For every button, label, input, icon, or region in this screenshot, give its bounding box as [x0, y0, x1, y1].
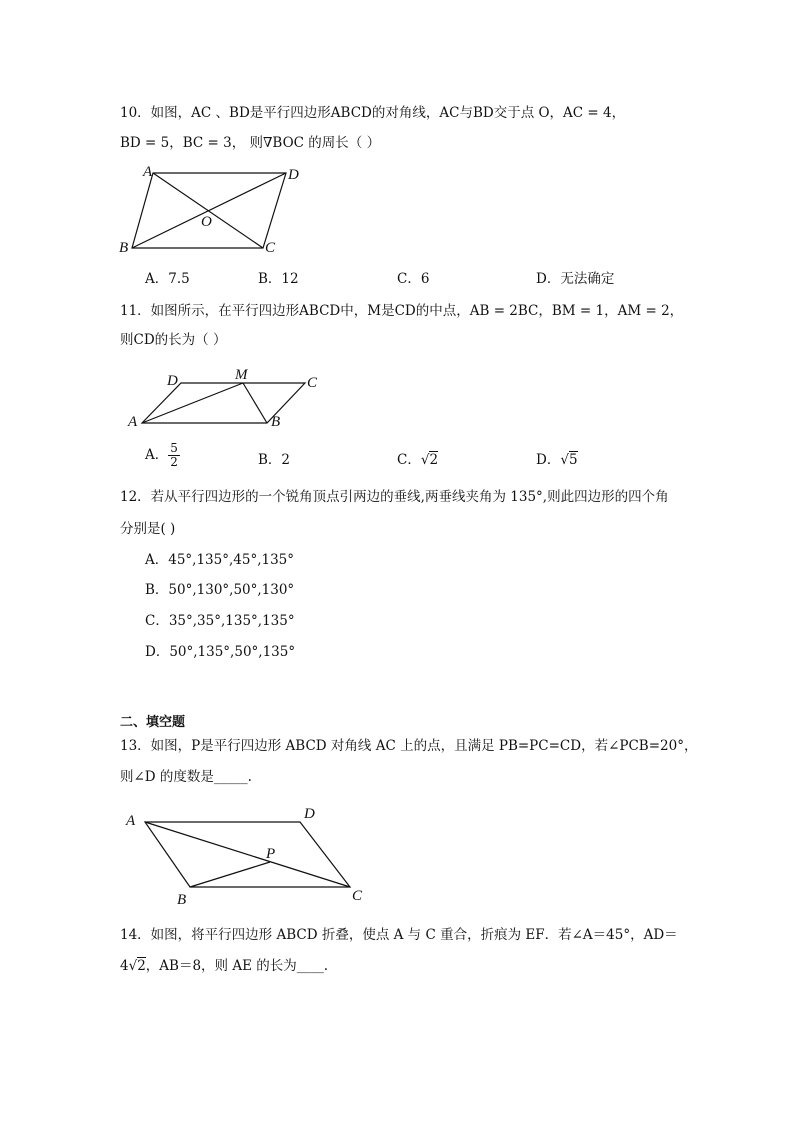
q14-text-line1: 14．如图，将平行四边形 ABCD 折叠，使点 A 与 C 重合，折痕为 EF．若∠A＝45°，AD＝ — [120, 927, 678, 943]
q10-option-d[interactable]: D．无法确定 — [536, 271, 615, 287]
q12-option-c[interactable]: C．35°,35°,135°,135° — [145, 613, 295, 629]
q11-option-c-radicand: 2 — [429, 452, 439, 468]
q11-option-a-fraction — [168, 442, 180, 469]
q13-label-a: A — [126, 813, 136, 829]
q13-text-line1: 13．如图，P是平行四边形 ABCD 对角线 AC 上的点，且满足 PB=PC=CD，若∠PCB=20°， — [120, 738, 698, 754]
q14-text-line2 — [120, 956, 328, 976]
q13-label-d: D — [304, 806, 315, 822]
q11-option-b[interactable]: B．2 — [258, 452, 291, 468]
q10-parallelogram-figure — [115, 160, 325, 260]
q11-label-d: D — [167, 373, 178, 389]
q11-fraction-denominator: 2 — [170, 455, 178, 469]
sqrt-icon: √ — [420, 452, 430, 468]
q13-label-p: P — [266, 846, 276, 862]
q13-parallelogram-figure — [120, 800, 380, 910]
q10-option-c[interactable]: C．6 — [397, 271, 430, 287]
q12-option-a[interactable]: A．45°,135°,45°,135° — [145, 552, 295, 568]
q12-text-line1: 12．若从平行四边形的一个锐角顶点引两边的垂线,两垂线夹角为 135°,则此四边形的四个角 — [120, 489, 669, 505]
q11-option-a[interactable] — [145, 442, 180, 469]
q10-text-line2: BD = 5，BC = 3， 则∇BOC 的周长（ ） — [120, 135, 381, 151]
q11-option-d[interactable] — [536, 450, 578, 470]
q11-option-a-prefix: A． — [145, 447, 169, 463]
q12-option-d[interactable]: D．50°,135°,50°,135° — [145, 644, 296, 660]
q11-label-c: C — [307, 375, 318, 391]
q10-option-a[interactable]: A．7.5 — [145, 271, 190, 287]
q11-option-d-radicand: 5 — [568, 452, 578, 468]
q11-label-a: A — [128, 414, 138, 430]
q14-radicand: 2 — [137, 958, 146, 974]
q12-text-line2: 分别是( ) — [120, 521, 176, 537]
q10-label-c: C — [265, 240, 276, 256]
q14-coefficient: 4 — [120, 958, 129, 974]
sqrt-icon: √ — [560, 452, 569, 468]
q11-parallelogram-figure — [125, 365, 335, 435]
q11-label-b: B — [271, 414, 281, 430]
q11-option-d-prefix: D． — [536, 452, 561, 468]
q10-label-b: B — [119, 240, 129, 256]
q11-text-line1: 11．如图所示，在平行四边形ABCD中，M是CD的中点，AB = 2BC，BM = 1，AM = 2， — [120, 303, 684, 319]
q11-option-c-prefix: C． — [397, 452, 421, 468]
sqrt-icon: √ — [128, 958, 138, 974]
q11-label-m: M — [235, 367, 248, 383]
q11-text-line2: 则CD的长为（ ） — [120, 332, 227, 348]
q10-label-d: D — [288, 167, 299, 183]
q11-option-c[interactable] — [397, 450, 438, 470]
q11-fraction-numerator: 5 — [170, 441, 178, 455]
q13-label-b: B — [177, 892, 187, 908]
section-heading-fill-in: 二、填空题 — [120, 715, 186, 730]
q12-option-b[interactable]: B．50°,130°,50°,130° — [145, 582, 295, 598]
q10-label-o: O — [201, 214, 212, 230]
q13-text-line2: 则∠D 的度数是_____. — [120, 769, 252, 785]
q14-line2-suffix: ，AB＝8，则 AE 的长为____. — [145, 958, 329, 974]
q10-label-a: A — [143, 164, 153, 180]
q10-option-b[interactable]: B．12 — [258, 271, 299, 287]
q10-text-line1: 10．如图，AC 、BD是平行四边形ABCD的对角线，AC与BD交于点 O，AC = 4， — [120, 105, 626, 121]
q13-label-c: C — [352, 888, 363, 904]
